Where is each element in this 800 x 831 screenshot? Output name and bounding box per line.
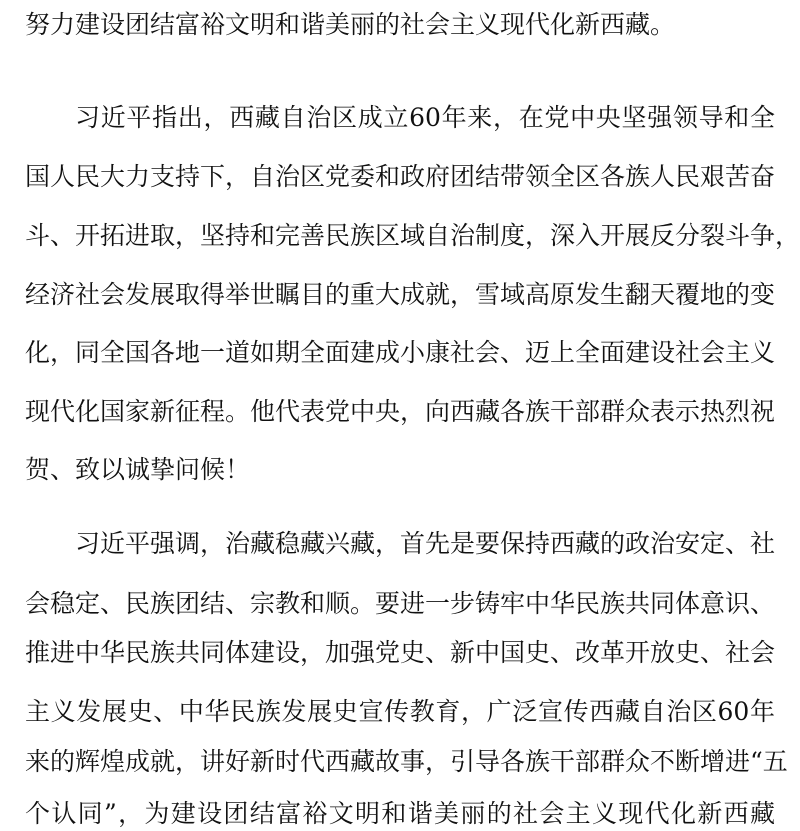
- paragraph-1-line-1: 努力建设团结富裕文明和谐美丽的社会主义现代化新西藏。: [25, 10, 676, 39]
- paragraph-3-line-3: 推进中华民族共同体建设，加强党史、新中国史、改革开放史、社会: [25, 638, 776, 667]
- paragraph-2-line-1: 习近平指出，西藏自治区成立60年来，在党中央坚强领导和全: [75, 103, 775, 132]
- paragraph-3-line-6: 个认同”，为建设团结富裕文明和谐美丽的社会主义现代化新西藏: [25, 799, 775, 828]
- paragraph-2-line-5: 化，同全国各地一道如期全面建成小康社会、迈上全面建设社会主义: [25, 338, 776, 367]
- paragraph-3-line-1: 习近平强调，治藏稳藏兴藏，首先是要保持西藏的政治安定、社: [75, 529, 776, 558]
- paragraph-3-line-2: 会稳定、民族团结、宗教和顺。要进一步铸牢中华民族共同体意识、: [25, 589, 776, 618]
- paragraph-3-line-4: 主义发展史、中华民族发展史宣传教育，广泛宣传西藏自治区60年: [25, 697, 775, 726]
- paragraph-2-line-2: 国人民大力支持下，自治区党委和政府团结带领全区各族人民艰苦奋: [25, 162, 776, 191]
- paragraph-2-line-3: 斗、开拓进取，坚持和完善民族区域自治制度，深入开展反分裂斗争，: [25, 221, 800, 250]
- paragraph-2-line-6: 现代化国家新征程。他代表党中央，向西藏各族干部群众表示热烈祝: [25, 397, 776, 426]
- paragraph-3-line-5: 来的辉煌成就，讲好新时代西藏故事，引导各族干部群众不断增进“五: [25, 747, 788, 776]
- paragraph-2-line-7: 贺、致以诚挚问候！: [25, 455, 251, 484]
- paragraph-2-line-4: 经济社会发展取得举世瞩目的重大成就，雪域高原发生翻天覆地的变: [25, 280, 776, 309]
